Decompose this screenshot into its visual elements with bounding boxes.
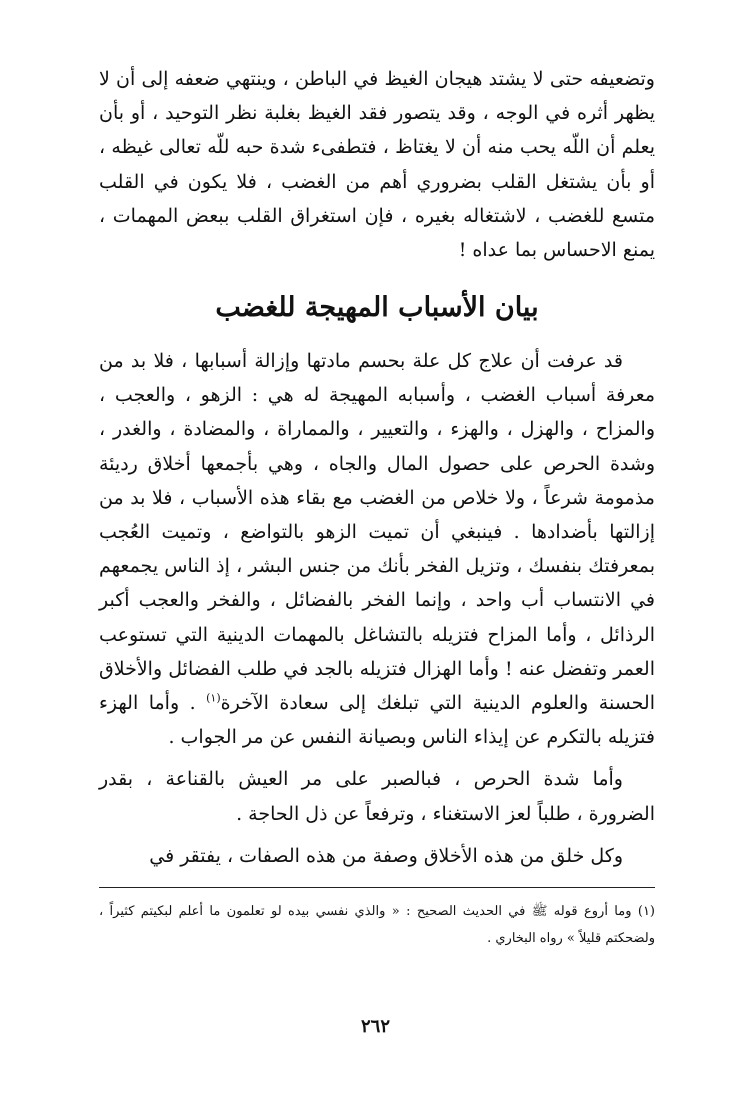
paragraph-anger-causes-text: قد عرفت أن علاج كل علة بحسم مادتها وإزالة أسبابها ، فلا بد من معرفة أسباب الغضب ، وأسبابه المهيجة له هي : الزهو ، والعجب ، والمزاح ، والهزل ، والهزء ، والتعيير ، والمماراة ، والمضادة ، والغدر ، وشدة الحرص على حصول المال والجاه ، وهي بأجمعها أخلاق رديئة مذمومة شرعاً ، ولا خلاص من الغضب مع بقاء هذه الأسباب ، فلا بد من إزالتها بأضدادها . فينبغي أن تميت الزهو بالتواضع ، وتميت العُجب بمعرفتك بنفسك ، وتزيل الفخر بأنك من جنس البشر ، إذ الناس يجمعهم في الانتساب أب واحد ، وإنما الفخر بالفضائل ، والفخر والعجب أكبر الرذائل ، وأما المزاح فتزيله بالتشاغل بالمهمات الدينية التي تستوعب العمر وتفضل عنه ! وأما الهزال فتزيله بالجد في طلب الفضائل والأخلاق الحسنة والعلوم الدينية التي تبلغك إلى سعادة الآخرة	[99, 350, 655, 715]
paragraph-continuation: وكل خلق من هذه الأخلاق وصفة من هذه الصفات ، يفتقر في	[149, 844, 623, 867]
paragraph-anger-causes	[99, 344, 655, 754]
section-heading: بيان الأسباب المهيجة للغضب	[215, 292, 539, 323]
footnote-marker: (١)	[206, 691, 221, 705]
paragraph-anger-causes-tail: . وأما الهزء فتزيله بالتكرم عن إيذاء الناس وبصيانة النفس عن مر الجواب .	[99, 692, 655, 749]
opening-section	[99, 62, 655, 267]
footnote: (١) وما أروع قوله ﷺ في الحديث الصحيح : « والذي نفسي بيده لو تعلمون ما أعلم لبكيتم كثيراً ، ولضحكتم قليلاً » رواه البخاري .	[99, 904, 655, 946]
page-number: ٢٦٢	[360, 1016, 390, 1037]
paragraph-greed-remedy: وأما شدة الحرص ، فبالصبر على مر العيش بالقناعة ، بقدر الضرورة ، طلباً لعز الاستغناء ، وترفعاً عن ذل الحاجة .	[99, 768, 655, 825]
main-section	[99, 344, 655, 873]
footnote-divider	[99, 887, 655, 888]
paragraph-anger-weakening: وتضعيفه حتى لا يشتد هيجان الغيظ في الباطن ، وينتهي ضعفه إلى أن لا يظهر أثره في الوجه ، وقد يتصور فقد الغيظ بغلبة نظر التوحيد ، أو بأن يعلم أن اللّه يحب منه أن لا يغتاظ ، فتطفىء شدة حبه للّه تعالى غيظه ، أو بأن يشتغل القلب بضروري أهم من الغضب ، فلا يكون في القلب متسع للغضب ، لاشتغاله بغيره ، فإن استغراق القلب ببعض المهمات ، يمنع الاحساس بما عداه !	[99, 68, 655, 262]
